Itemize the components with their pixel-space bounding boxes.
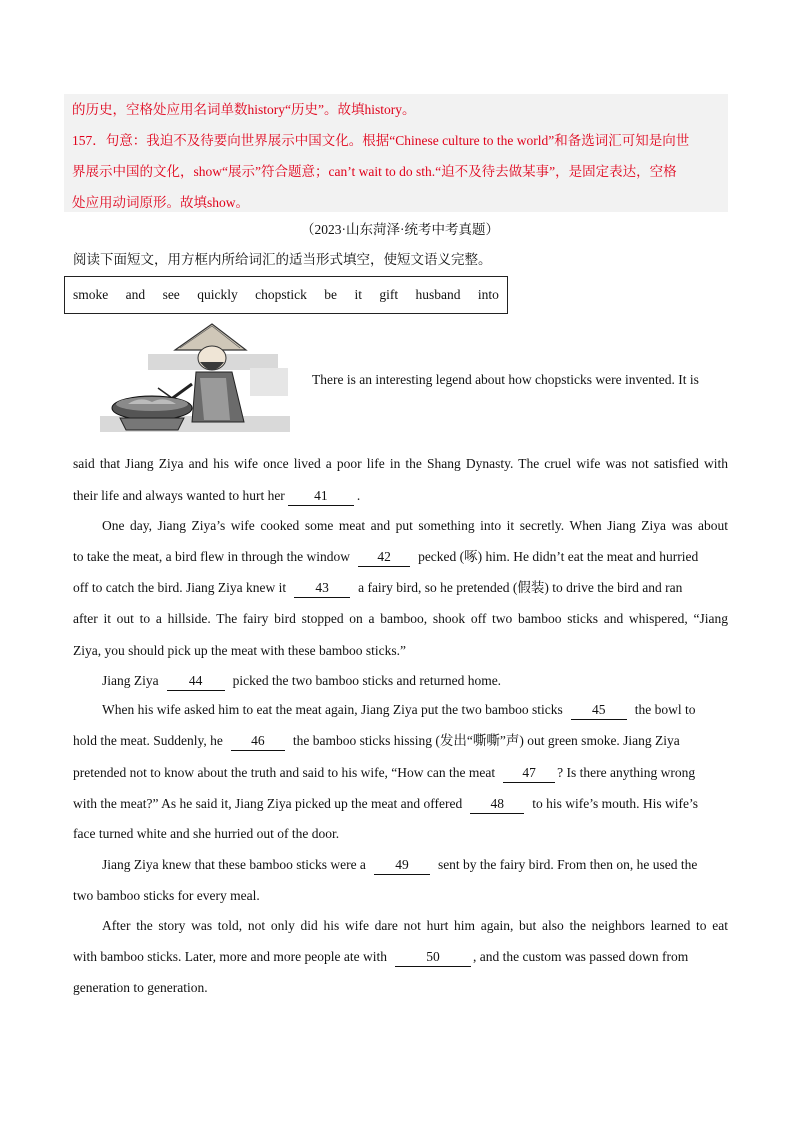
exam-source: （2023·山东菏泽·统考中考真题）	[301, 222, 499, 237]
passage-line: off to catch the bird. Jiang Ziya knew it 43 a fairy bird, so he pretended (假装) to drive the bird and ran	[73, 572, 728, 603]
word-bank-item: smoke	[73, 287, 109, 302]
answer-line: 界展示中国的文化，show“展示”符合题意；can’t wait to do sth.“迫不及待去做某事”，是固定表达，空格	[72, 164, 677, 179]
word-bank-item: quickly	[197, 287, 238, 302]
passage-line: Ziya, you should pick up the meat with these bamboo sticks.”	[73, 643, 406, 658]
word-bank-item: gift	[379, 287, 399, 302]
passage-line: generation to generation.	[73, 980, 208, 995]
passage-line: When his wife asked him to eat the meat again, Jiang Ziya put the two bamboo sticks 45 the bowl to	[102, 694, 728, 725]
passage-line: face turned white and she hurried out of the door.	[73, 826, 340, 841]
blank-43[interactable]: 43	[294, 579, 350, 598]
word-bank-item: it	[354, 287, 362, 302]
word-bank-item: be	[324, 287, 338, 302]
passage-line: said that Jiang Ziya and his wife once lived a poor life in the Shang Dynasty. The cruel wife was not satisfied with	[73, 456, 728, 471]
blank-46[interactable]: 46	[231, 732, 285, 751]
blank-50[interactable]: 50	[395, 948, 471, 967]
cooking-man-illustration	[100, 320, 290, 438]
blank-44[interactable]: 44	[167, 672, 225, 691]
passage-line: hold the meat. Suddenly, he 46 the bamboo sticks hissing (发出“嘶嘶”声) out green smoke. Jiang Ziya	[73, 725, 728, 756]
blank-47[interactable]: 47	[503, 764, 555, 783]
passage-line: after it out to a hillside. The fairy bird stopped on a bamboo, shook off two bamboo sticks and whispered, “Jiang	[73, 611, 728, 626]
passage-line: pretended not to know about the truth and said to his wife, “How can the meat 47 ? Is there anything wrong	[73, 757, 728, 788]
word-bank-item: husband	[415, 287, 461, 302]
answer-explanation-box	[64, 94, 728, 212]
passage-line: One day, Jiang Ziya’s wife cooked some meat and put something into it secretly. When Jiang Ziya was about	[102, 518, 728, 533]
passage-line: There is an interesting legend about how chopsticks were invented. It is	[312, 372, 699, 387]
passage-line: Jiang Ziya 44 picked the two bamboo sticks and returned home.	[102, 665, 728, 696]
passage-line: with the meat?” As he said it, Jiang Ziya picked up the meat and offered 48 to his wife’s mouth. His wife’s	[73, 788, 728, 819]
passage-line: with bamboo sticks. Later, more and more people ate with 50 , and the custom was passed down from	[73, 941, 728, 972]
blank-48[interactable]: 48	[470, 795, 524, 814]
answer-line: 处应用动词原形。故填show。	[72, 195, 250, 210]
answer-line: 的历史，空格处应用名词单数history“历史”。故填history。	[72, 102, 416, 117]
word-bank-item: and	[125, 287, 146, 302]
word-bank-item: chopstick	[255, 287, 307, 302]
passage-line: two bamboo sticks for every meal.	[73, 888, 260, 903]
blank-49[interactable]: 49	[374, 856, 430, 875]
word-bank-item: into	[477, 287, 499, 302]
word-bank-item: see	[162, 287, 180, 302]
instruction-text: 阅读下面短文，用方框内所给词汇的适当形式填空，使短文语义完整。	[73, 252, 492, 267]
word-bank-box	[64, 276, 508, 314]
passage-line: to take the meat, a bird flew in through the window 42 pecked (啄) him. He didn’t eat the meat and hurried	[73, 541, 728, 572]
passage-line: Jiang Ziya knew that these bamboo sticks were a 49 sent by the fairy bird. From then on, he used the	[102, 849, 728, 880]
passage-line: After the story was told, not only did his wife dare not hurt him again, but also the neighbors learned to eat	[102, 918, 728, 933]
blank-41[interactable]: 41	[288, 487, 354, 506]
passage-line: their life and always wanted to hurt her 41 .	[73, 480, 728, 511]
blank-45[interactable]: 45	[571, 701, 627, 720]
blank-42[interactable]: 42	[358, 548, 410, 567]
answer-line: 157．句意：我迫不及待要向世界展示中国文化。根据“Chinese culture to the world”和备选词汇可知是向世	[72, 133, 690, 148]
